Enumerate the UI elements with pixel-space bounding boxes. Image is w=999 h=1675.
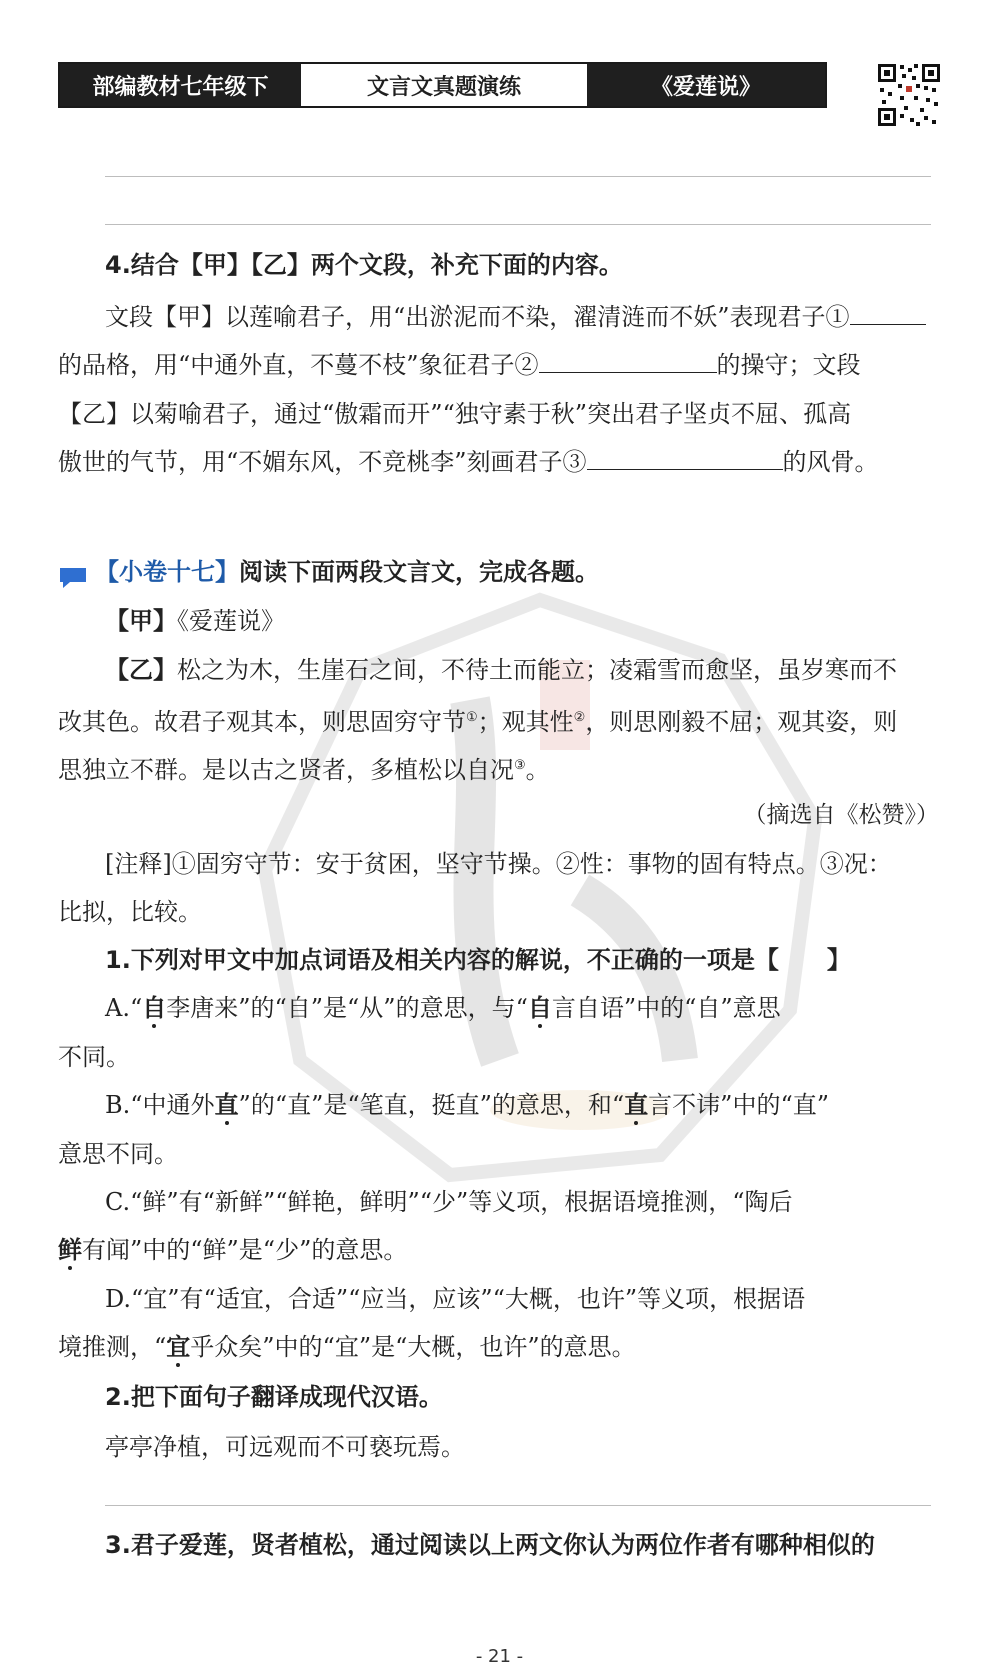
header-title: 《爱莲说》 [587, 64, 825, 106]
answer-line [105, 176, 931, 177]
blank-3[interactable] [587, 447, 783, 470]
header-section: 文言文真题演练 [301, 64, 587, 106]
q1-prompt: 1.下列对甲文中加点词语及相关内容的解说，不正确的一项是【 】 [105, 946, 851, 974]
header-bar [58, 62, 827, 108]
q2-sentence: 亭亭净植，可远观而不可亵玩焉。 [105, 1433, 465, 1461]
option-b-line1: B.“中通外直”的“直”是“笔直，挺直”的意思，和“直言不讳”中的“直” [105, 1090, 829, 1119]
option-d-line1: D.“宜”有“适宜，合适”“应当，应该”“大概，也许”等义项，根据语 [105, 1285, 806, 1313]
yi-line3: 思独立不群。是以古之贤者，多植松以自况③。 [58, 756, 550, 784]
jia-line: 【甲】《爱莲说》 [105, 607, 285, 635]
speech-bubble-icon [58, 566, 88, 590]
source-citation: （摘选自《松赞》） [743, 802, 939, 828]
answer-line [105, 224, 931, 225]
q2-prompt: 2.把下面句子翻译成现代汉语。 [105, 1383, 443, 1411]
option-a-line1: A.“自李唐来”的“自”是“从”的意思，与“自言自语”中的“自”意思 [105, 993, 781, 1022]
option-a-line2: 不同。 [58, 1043, 130, 1071]
yi-line2: 改其色。故君子观其本，则思固穷守节①；观其性②，则思刚毅不屈；观其姿，则 [58, 708, 898, 736]
q3-prompt: 3.君子爱莲，贤者植松，通过阅读以上两文你认为两位作者有哪种相似的 [105, 1531, 875, 1559]
q4-prompt: 4.结合【甲】【乙】两个文段，补充下面的内容。 [105, 251, 623, 279]
header-grade: 部编教材七年级下 [60, 64, 301, 106]
q4-line3: 【乙】以菊喻君子，通过“傲霜而开”“独守素于秋”突出君子坚贞不屈、孤高 [58, 400, 852, 428]
q4-line4: 傲世的气节，用“不媚东风，不竞桃李”刻画君子③ 的风骨。 [58, 448, 879, 476]
page-number: - 21 - [475, 1646, 524, 1667]
option-c-line1: C.“鲜”有“新鲜”“鲜艳，鲜明”“少”等义项，根据语境推测，“陶后 [105, 1188, 793, 1216]
blank-2[interactable] [539, 350, 717, 373]
annotation-line2: 比拟，比较。 [58, 898, 202, 926]
option-c-line2: 鲜有闻”中的“鲜”是“少”的意思。 [58, 1235, 408, 1264]
option-b-line2: 意思不同。 [58, 1140, 178, 1168]
yi-line1: 【乙】松之为木，生崖石之间，不待土而能立；凌霜雪而愈坚，虽岁寒而不 [105, 656, 897, 684]
qr-code-icon [876, 62, 942, 128]
q4-line2: 的品格，用“中通外直，不蔓不枝”象征君子② 的操守；文段 [58, 351, 861, 379]
blank-1[interactable] [850, 302, 926, 325]
answer-line [105, 1505, 931, 1506]
section17-heading: 【小卷十七】阅读下面两段文言文，完成各题。 [95, 558, 599, 586]
option-d-line2: 境推测，“宜乎众矣”中的“宜”是“大概，也许”的意思。 [58, 1332, 636, 1361]
annotation-line1: [注释]①固穷守节：安于贫困，坚守节操。②性：事物的固有特点。③况： [105, 850, 892, 878]
q4-line1: 文段【甲】以莲喻君子，用“出淤泥而不染，濯清涟而不妖”表现君子① [105, 302, 995, 332]
